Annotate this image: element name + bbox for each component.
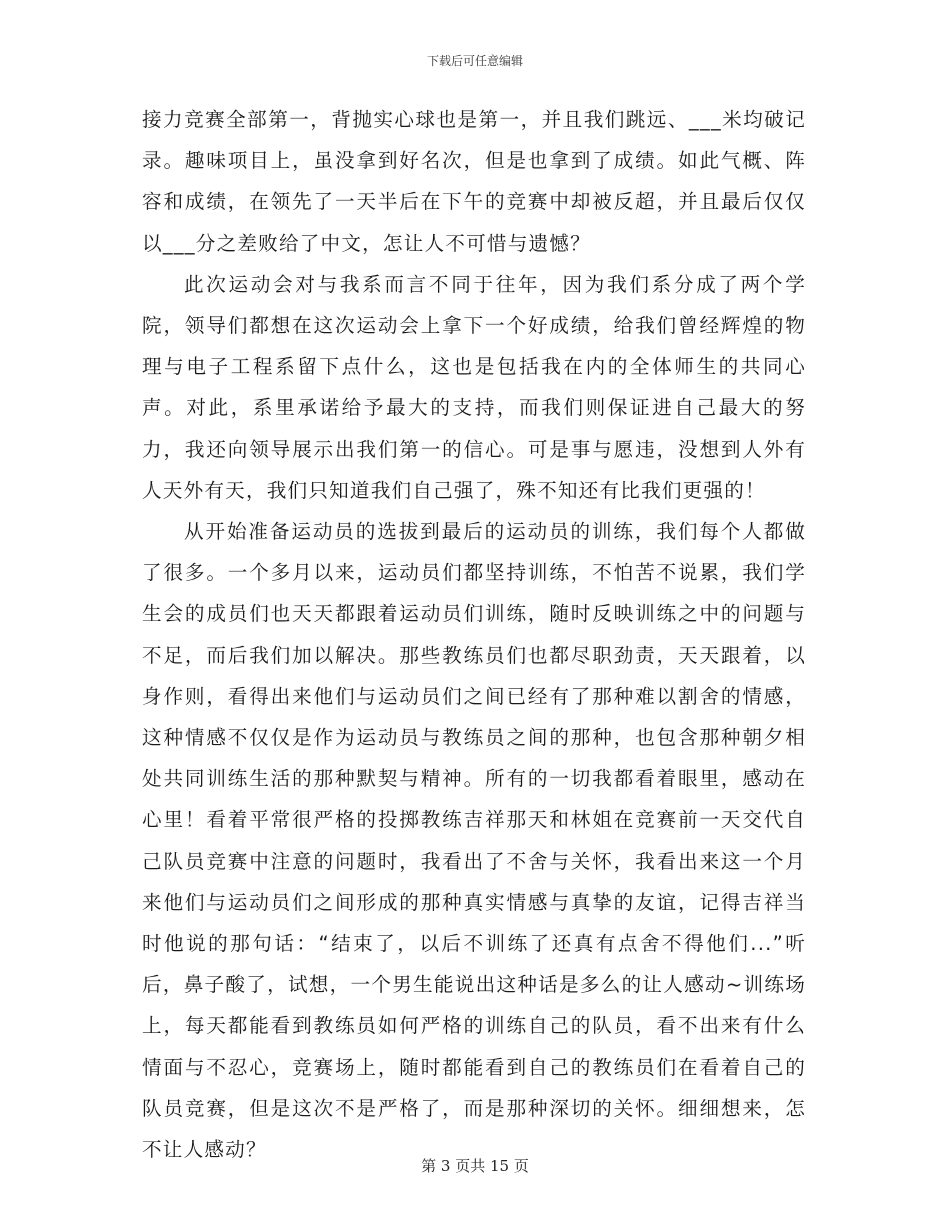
paragraph-1: 接力竞赛全部第一，背抛实心球也是第一，并且我们跳远、___米均破记录。趣味项目上，虽没拿到好名次，但是也拿到了成绩。如此气概、阵容和成绩，在领先了一天半后在下午的竞赛中却被反超，并且最后仅仅以___分之差败给了中文，怎让人不可惜与遗憾？	[142, 108, 806, 255]
page-footer: 第 3 页共 15 页	[421, 1157, 529, 1175]
paragraph-3: 从开始准备运动员的选拔到最后的运动员的训练，我们每个人都做了很多。一个多月以来，运动员们都坚持训练，不怕苦不说累，我们学生会的成员们也天天都跟着运动员们训练，随时反映训练之中的问题与不足，而后我们加以解决。那些教练员们也都尽职劲责，天天跟着，以身作则，看得出来他们与运动员们之间已经有了那种难以割舍的情感，这种情感不仅仅是作为运动员与教练员之间的那种，也包含那种朝夕相处共同训练生活的那种默契与精神。所有的一切我都看着眼里，感动在心里！看着平常很严格的投掷教练吉祥那天和林姐在竞赛前一天交代自己队员竞赛中注意的问题时，我看出了不舍与关怀，我看出来这一个月来他们与运动员们之间形成的那种真实情感与真挚的友谊，记得吉祥当时他说的那句话：“结束了，以后不训练了还真有点舍不得他们...”听后，鼻子酸了，试想，一个男生能说出这种话是多么的让人感动~训练场上，每天都能看到教练员如何严格的训练自己的队员，看不出来有什么情面与不忍心，竞赛场上，随时都能看到自己的教练员们在看着自己的队员竞赛，但是这次不是严格了，而是那种深切的关怀。细细想来，怎不让人感动？	[142, 520, 806, 1162]
document-body	[142, 99, 806, 1170]
page-header: 下载后可任意编辑	[426, 54, 523, 68]
paragraph-2: 此次运动会对与我系而言不同于往年，因为我们系分成了两个学院，领导们都想在这次运动会上拿下一个好成绩，给我们曾经辉煌的物理与电子工程系留下点什么，这也是包括我在内的全体师生的共同心声。对此，系里承诺给予最大的支持，而我们则保证进自己最大的努力，我还向领导展示出我们第一的信心。可是事与愿违，没想到人外有人天外有天，我们只知道我们自己强了，殊不知还有比我们更强的！	[142, 272, 806, 502]
